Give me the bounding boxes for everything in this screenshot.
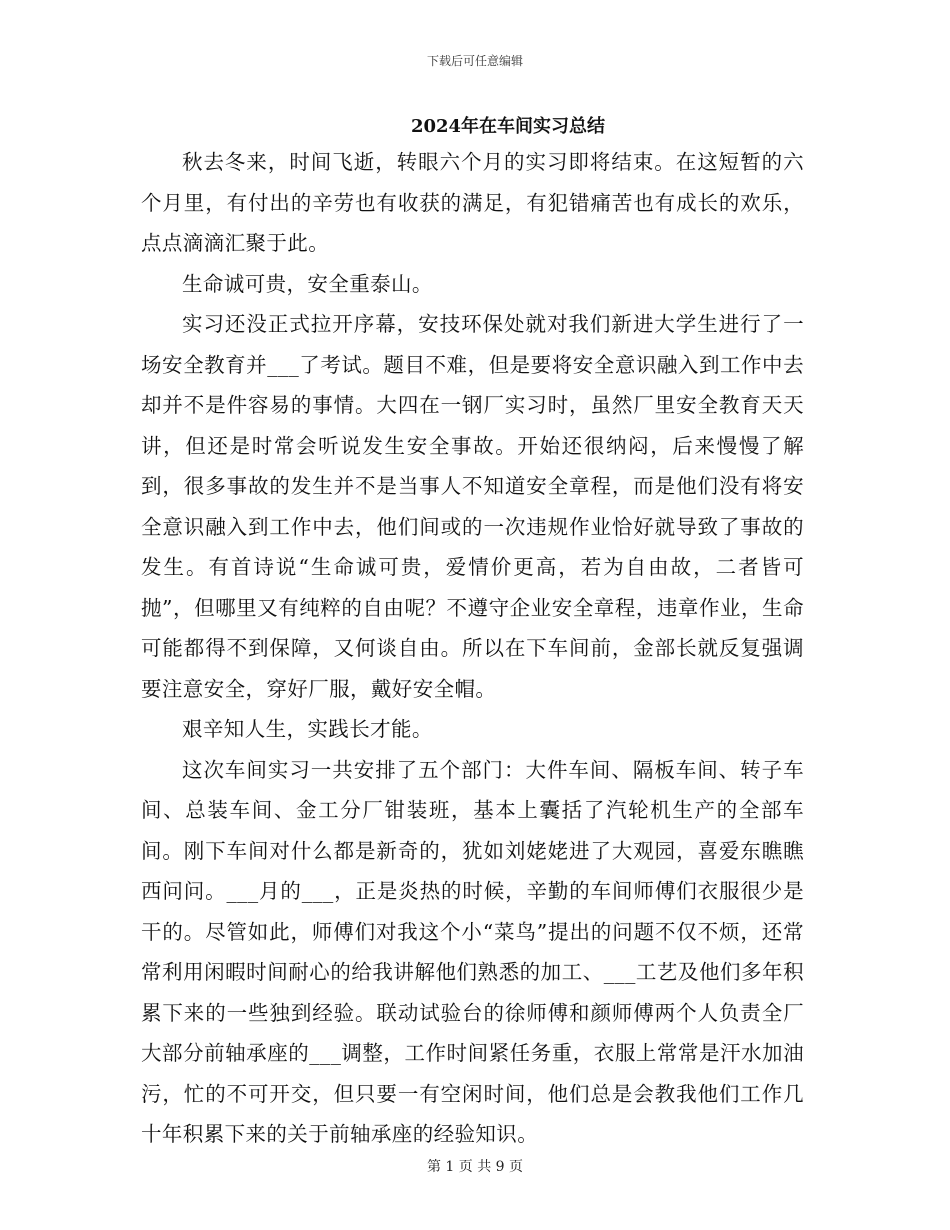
page-number-footer: 第 1 页 共 9 页	[426, 1159, 524, 1175]
paragraph-intro: 秋去冬来，时间飞逝，转眼六个月的实习即将结束。在这短暂的六个月里，有付出的辛劳也有收获的满足，有犯错痛苦也有成长的欢乐，点点滴滴汇聚于此。	[141, 150, 804, 255]
document-title: 2024年在车间实习总结	[410, 116, 606, 137]
paragraph-safety-heading: 生命诚可贵，安全重泰山。	[182, 271, 433, 296]
document-body	[141, 142, 804, 1155]
paragraph-safety-body: 实习还没正式拉开序幕，安技环保处就对我们新进大学生进行了一场安全教育并___了考试。题目不难，但是要将安全意识融入到工作中去却并不是件容易的事情。大四在一钢厂实习时，虽然厂里安全教育天天讲，但还是时常会听说发生安全事故。开始还很纳闷，后来慢慢了解到，很多事故的发生并不是当事人不知道安全章程，而是他们没有将安全意识融入到工作中去，他们间或的一次违规作业恰好就导致了事故的发生。有首诗说“生命诚可贵，爱情价更高，若为自由故，二者皆可抛”，但哪里又有纯粹的自由呢？不遵守企业安全章程，违章作业，生命可能都得不到保障，又何谈自由。所以在下车间前，金部长就反复强调要注意安全，穿好厂服，戴好安全帽。	[141, 312, 804, 701]
paragraph-practice-heading: 艰辛知人生，实践长才能。	[182, 717, 433, 741]
page-header-note: 下载后可任意编辑	[426, 54, 523, 68]
paragraph-practice-body: 这次车间实习一共安排了五个部门：大件车间、隔板车间、转子车间、总装车间、金工分厂钳装班，基本上囊括了汽轮机生产的全部车间。刚下车间对什么都是新奇的，犹如刘姥姥进了大观园，喜爱东瞧瞧西问问。___月的___，正是炎热的时候，辛勤的车间师傅们衣服很少是干的。尽管如此，师傅们对我这个小“菜鸟”提出的问题不仅不烦，还常常利用闲暇时间耐心的给我讲解他们熟悉的加工、___工艺及他们多年积累下来的一些独到经验。联动试验台的徐师傅和颜师傅两个人负责全厂大部分前轴承座的___调整，工作时间紧任务重，衣服上常常是汗水加油污，忙的不可开交，但只要一有空闲时间，他们总是会教我他们工作几十年积累下来的关于前轴承座的经验知识。	[141, 757, 804, 1146]
